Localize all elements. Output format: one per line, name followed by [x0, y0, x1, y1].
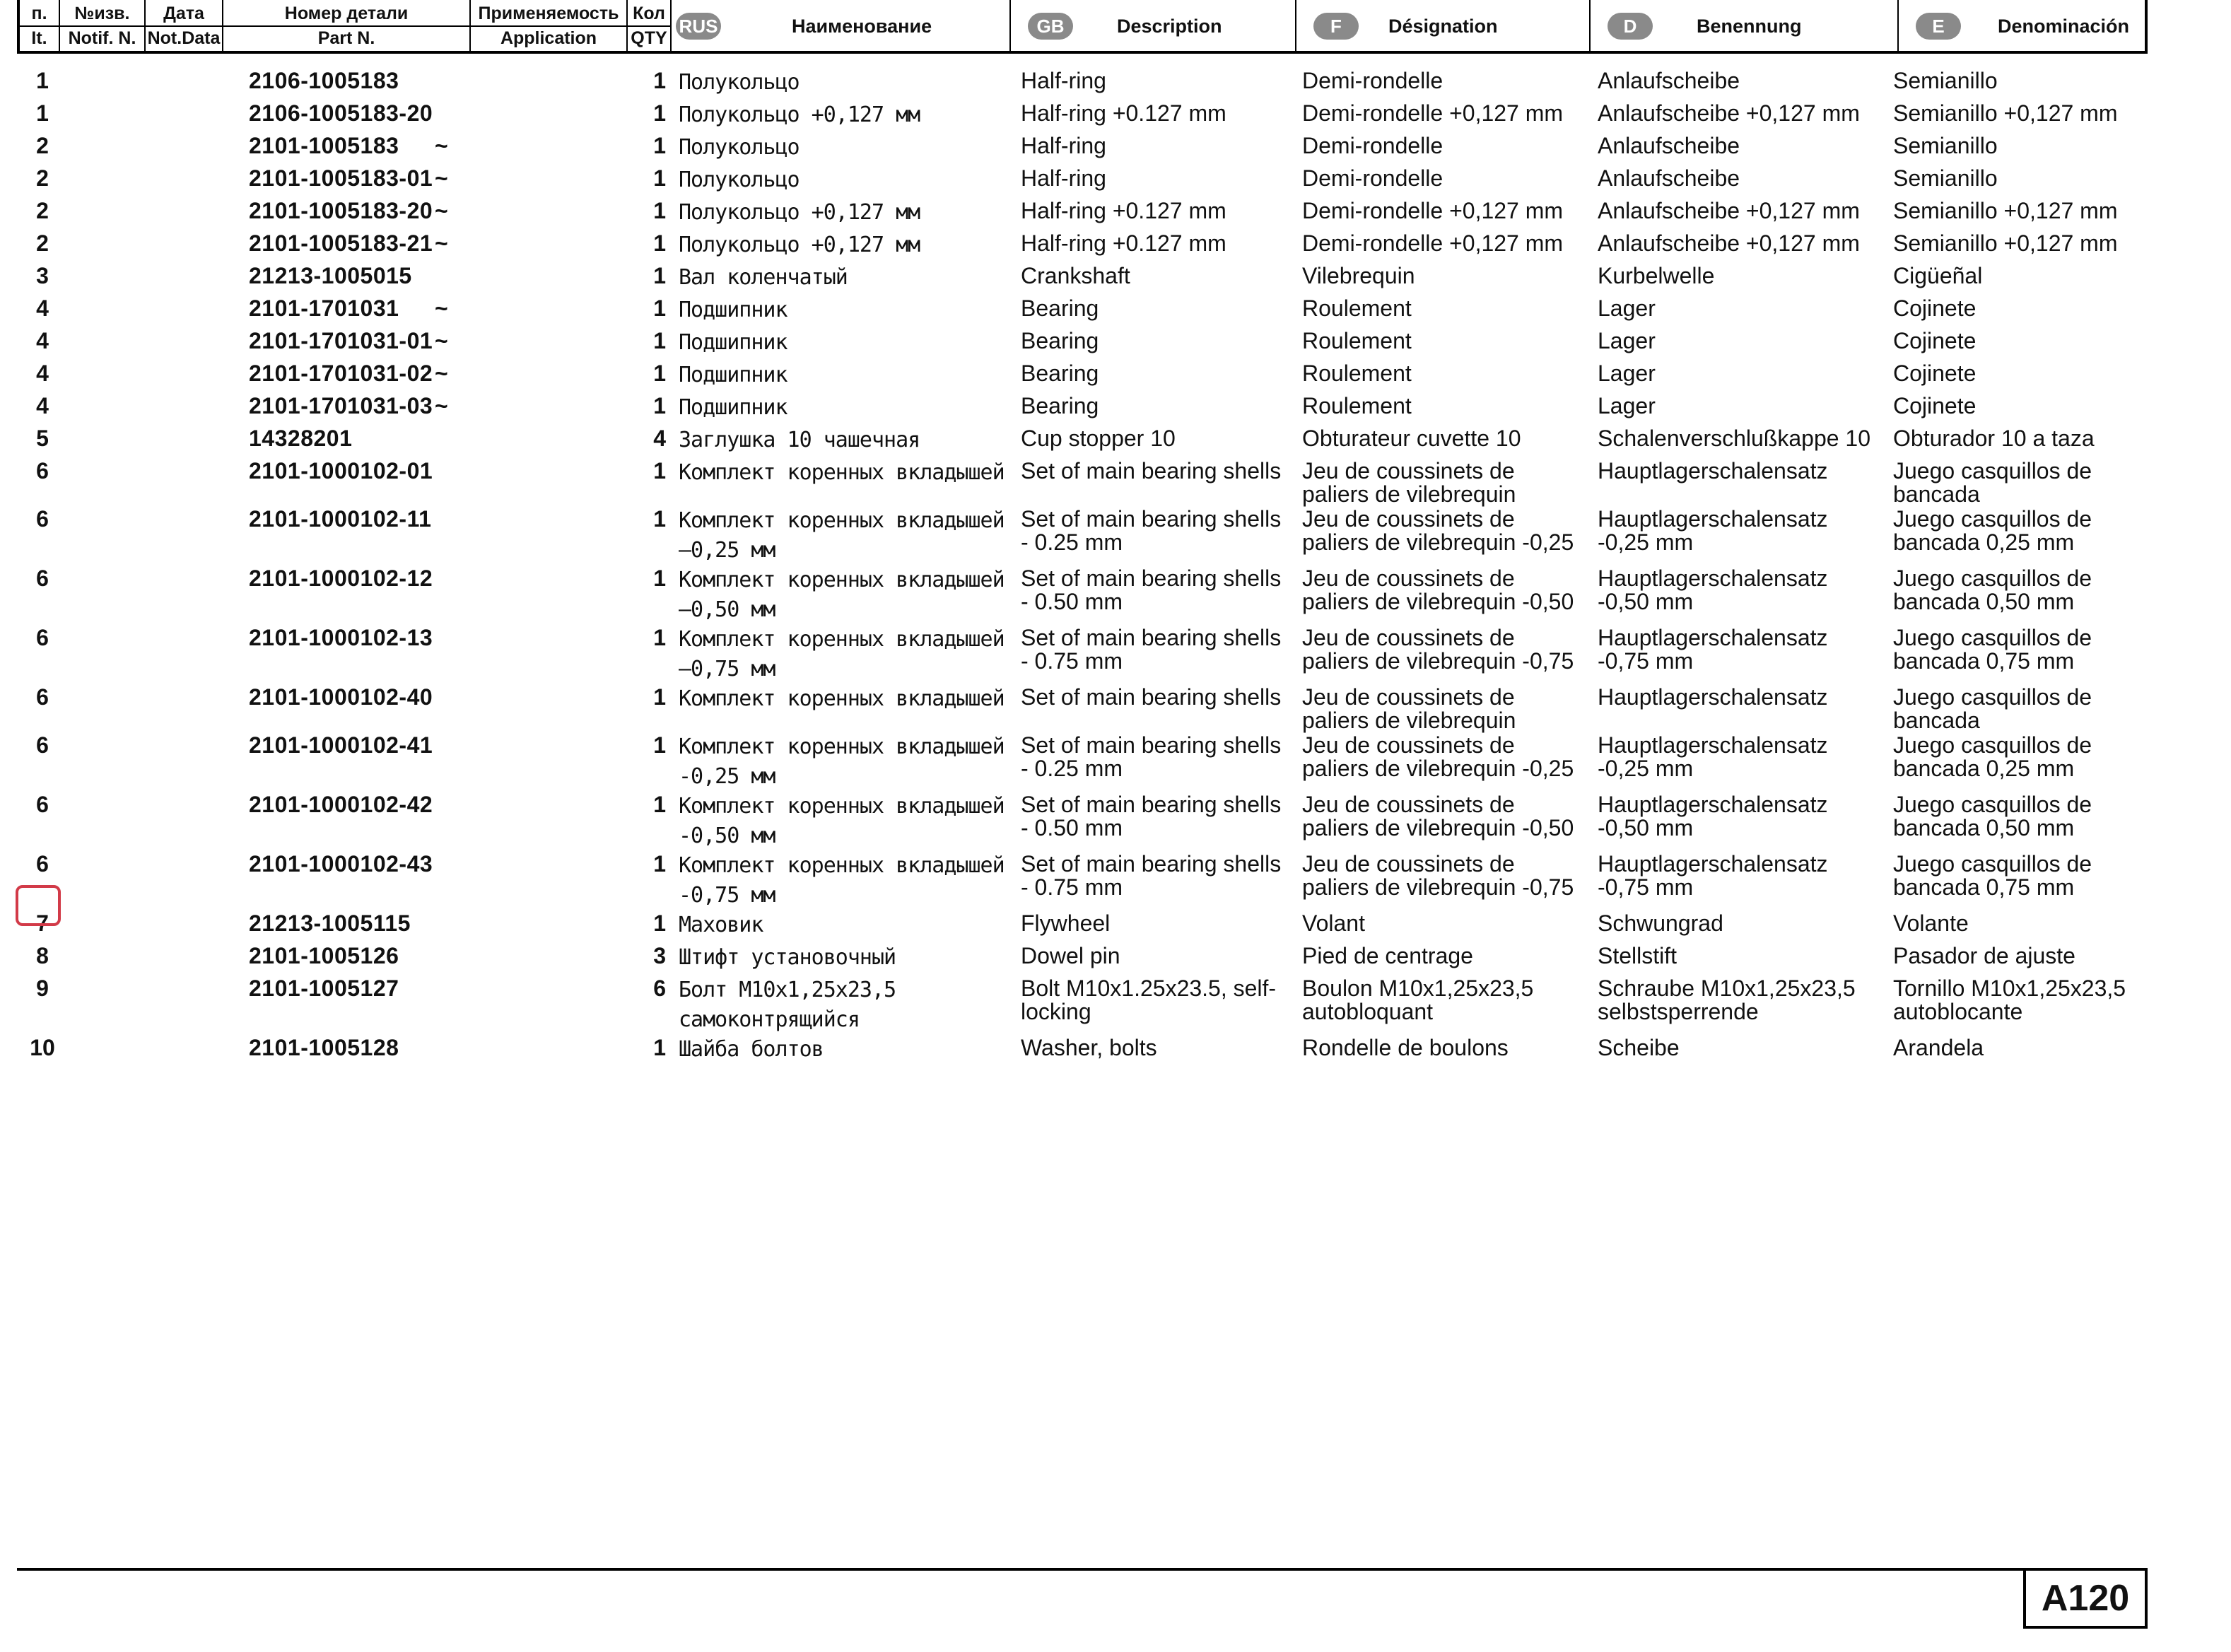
- cell-qty: 1: [653, 230, 666, 256]
- cell-ru: Полукольцо +0,127 мм: [679, 200, 920, 225]
- cell-part: 2101-1701031-03: [249, 393, 433, 418]
- header-part-ru: Номер детали: [284, 4, 409, 23]
- cell-ru: Комплект коренных вкладышей: [679, 460, 1005, 485]
- cell-de: Hauptlagerschalensatz: [1598, 684, 1828, 710]
- header-item-en: It.: [31, 28, 47, 48]
- cell-es: Obturador 10 a taza: [1893, 426, 2095, 451]
- lang-title-de: Benennung: [1697, 16, 1802, 37]
- cell-tilde: ~: [435, 295, 448, 321]
- cell-gb: Set of main bearing shells - 0.75 mm: [1021, 625, 1282, 674]
- cell-qty: 3: [653, 943, 666, 968]
- cell-es: Semianillo: [1893, 165, 1998, 191]
- cell-ru: Комплект коренных вкладышей -0,25 мм: [679, 734, 1005, 789]
- header-app-en: Application: [500, 28, 597, 48]
- cell-es: Cojinete: [1893, 393, 1977, 418]
- cell-ru: Полукольцо: [679, 168, 800, 192]
- cell-gb: Set of main bearing shells - 0.25 mm: [1021, 506, 1282, 555]
- cell-fr: Boulon M10x1,25x23,5 autobloquant: [1302, 976, 1534, 1024]
- cell-es: Juego casquillos de bancada 0,25 mm: [1893, 732, 2092, 781]
- cell-fr: Demi-rondelle +0,127 mm: [1302, 100, 1564, 126]
- cell-de: Anlaufscheibe: [1598, 133, 1740, 158]
- cell-part: 2101-1000102-40: [249, 684, 433, 710]
- header-lang-gb: [1011, 0, 1296, 51]
- cell-tilde: ~: [435, 198, 448, 223]
- cell-part: 2101-1005183-01: [249, 165, 433, 191]
- cell-es: Semianillo +0,127 mm: [1893, 230, 2118, 256]
- header-notif-ru: №изв.: [74, 4, 130, 23]
- cell-de: Anlaufscheibe: [1598, 68, 1740, 93]
- cell-fr: Obturateur cuvette 10: [1302, 426, 1521, 451]
- cell-part: 2101-1701031-01: [249, 328, 433, 353]
- cell-fr: Jeu de coussinets de paliers de vilebrequin: [1302, 458, 1516, 507]
- cell-fr: Jeu de coussinets de paliers de vilebrequin -0,50: [1302, 792, 1574, 840]
- cell-gb: Set of main bearing shells - 0.50 mm: [1021, 792, 1282, 840]
- cell-ru: Маховик: [679, 913, 763, 937]
- lang-badge-f: F: [1313, 13, 1359, 40]
- cell-it: 2: [36, 133, 49, 158]
- cell-fr: Jeu de coussinets de paliers de vilebrequin: [1302, 684, 1516, 733]
- cell-part: 2101-1005183-20: [249, 198, 433, 223]
- cell-es: Tornillo M10x1,25x23,5 autoblocante: [1893, 976, 2126, 1024]
- header-notif: [60, 0, 146, 51]
- cell-fr: Demi-rondelle: [1302, 133, 1444, 158]
- cell-es: Semianillo +0,127 mm: [1893, 100, 2118, 126]
- cell-gb: Set of main bearing shells: [1021, 458, 1282, 484]
- cell-part: 2101-1701031-02: [249, 361, 433, 386]
- cell-de: Lager: [1598, 328, 1656, 353]
- cell-qty: 4: [653, 426, 666, 451]
- cell-part: 2101-1000102-43: [249, 851, 433, 877]
- header-qty-en: QTY: [631, 28, 667, 48]
- cell-it: 6: [36, 625, 49, 650]
- cell-gb: Set of main bearing shells - 0.25 mm: [1021, 732, 1282, 781]
- cell-ru: Комплект коренных вкладышей -0,75 мм: [679, 853, 1005, 908]
- cell-fr: Jeu de coussinets de paliers de vilebrequin -0,75: [1302, 851, 1574, 900]
- cell-it: 4: [36, 361, 49, 386]
- cell-qty: 1: [653, 506, 666, 532]
- cell-qty: 1: [653, 295, 666, 321]
- cell-it: 7: [36, 910, 49, 936]
- lang-badge-gb: GB: [1028, 13, 1073, 40]
- header-date-ru: Дата: [163, 4, 204, 23]
- cell-es: Cojinete: [1893, 361, 1977, 386]
- cell-fr: Roulement: [1302, 295, 1412, 321]
- cell-it: 6: [36, 792, 49, 817]
- cell-de: Anlaufscheibe +0,127 mm: [1598, 100, 1860, 126]
- cell-it: 3: [36, 263, 49, 288]
- cell-it: 4: [36, 328, 49, 353]
- cell-de: Hauptlagerschalensatz -0,75 mm: [1598, 625, 1828, 674]
- cell-de: Hauptlagerschalensatz -0,25 mm: [1598, 506, 1828, 555]
- header-lang-ru: [672, 0, 1011, 51]
- header-date-en: Not.Data: [147, 28, 221, 48]
- cell-qty: 1: [653, 732, 666, 758]
- header-date: [146, 0, 223, 51]
- cell-gb: Half-ring +0.127 mm: [1021, 100, 1226, 126]
- cell-part: 2101-1000102-42: [249, 792, 433, 817]
- cell-part: 21213-1005115: [249, 910, 411, 936]
- cell-gb: Set of main bearing shells - 0.75 mm: [1021, 851, 1282, 900]
- cell-gb: Bearing: [1021, 361, 1099, 386]
- cell-part: 2101-1005126: [249, 943, 399, 968]
- cell-part: 2106-1005183: [249, 68, 399, 93]
- header-qty-ru: Кол: [633, 4, 665, 23]
- cell-it: 1: [36, 100, 49, 126]
- cell-gb: Bolt M10x1.25x23.5, self-locking: [1021, 976, 1277, 1024]
- cell-gb: Bearing: [1021, 393, 1099, 418]
- cell-fr: Jeu de coussinets de paliers de vilebrequin -0,50: [1302, 566, 1574, 614]
- header-lang-fr: [1296, 0, 1591, 51]
- cell-it: 10: [30, 1035, 55, 1060]
- cell-de: Stellstift: [1598, 943, 1677, 968]
- cell-de: Anlaufscheibe: [1598, 165, 1740, 191]
- cell-qty: 1: [653, 1035, 666, 1060]
- cell-gb: Half-ring: [1021, 165, 1106, 191]
- cell-ru: Вал коленчатый: [679, 265, 848, 290]
- cell-fr: Roulement: [1302, 361, 1412, 386]
- cell-de: Hauptlagerschalensatz -0,75 mm: [1598, 851, 1828, 900]
- cell-de: Hauptlagerschalensatz -0,50 mm: [1598, 792, 1828, 840]
- cell-qty: 1: [653, 133, 666, 158]
- highlight-box-item-7: [16, 885, 61, 926]
- cell-part: 2101-1005183: [249, 133, 399, 158]
- cell-part: 2101-1005128: [249, 1035, 399, 1060]
- cell-ru: Болт М10х1,25х23,5 самоконтрящийся: [679, 978, 896, 1032]
- cell-fr: Demi-rondelle +0,127 mm: [1302, 230, 1564, 256]
- cell-tilde: ~: [435, 133, 448, 158]
- header-application: [471, 0, 628, 51]
- cell-gb: Half-ring: [1021, 68, 1106, 93]
- cell-fr: Jeu de coussinets de paliers de vilebrequin -0,25: [1302, 506, 1574, 555]
- cell-de: Anlaufscheibe +0,127 mm: [1598, 230, 1860, 256]
- cell-ru: Комплект коренных вкладышей -0,50 мм: [679, 794, 1005, 848]
- cell-de: Hauptlagerschalensatz -0,50 mm: [1598, 566, 1828, 614]
- cell-it: 6: [36, 732, 49, 758]
- cell-es: Arandela: [1893, 1035, 1984, 1060]
- cell-gb: Bearing: [1021, 295, 1099, 321]
- header-app-ru: Применяемость: [478, 4, 619, 23]
- cell-de: Lager: [1598, 295, 1656, 321]
- cell-gb: Half-ring: [1021, 133, 1106, 158]
- cell-ru: Штифт установочный: [679, 945, 896, 970]
- cell-qty: 1: [653, 263, 666, 288]
- cell-qty: 1: [653, 393, 666, 418]
- cell-qty: 1: [653, 68, 666, 93]
- cell-it: 1: [36, 68, 49, 93]
- cell-fr: Vilebrequin: [1302, 263, 1415, 288]
- cell-gb: Crankshaft: [1021, 263, 1130, 288]
- cell-fr: Jeu de coussinets de paliers de vilebrequin -0,75: [1302, 625, 1574, 674]
- header-notif-en: Notif. N.: [68, 28, 136, 48]
- cell-es: Cojinete: [1893, 295, 1977, 321]
- cell-it: 6: [36, 851, 49, 877]
- cell-part: 2101-1000102-41: [249, 732, 433, 758]
- cell-ru: Подшипник: [679, 363, 787, 387]
- cell-tilde: ~: [435, 165, 448, 191]
- cell-fr: Volant: [1302, 910, 1365, 936]
- lang-badge-e: E: [1916, 13, 1961, 40]
- cell-gb: Set of main bearing shells: [1021, 684, 1282, 710]
- cell-it: 5: [36, 426, 49, 451]
- cell-de: Schraube M10x1,25x23,5 selbstsperrende: [1598, 976, 1856, 1024]
- page-number: A120: [2023, 1568, 2148, 1629]
- cell-ru: Подшипник: [679, 395, 787, 420]
- cell-fr: Rondelle de boulons: [1302, 1035, 1509, 1060]
- cell-de: Lager: [1598, 393, 1656, 418]
- cell-part: 2101-1000102-01: [249, 458, 433, 484]
- cell-it: 6: [36, 506, 49, 532]
- cell-ru: Подшипник: [679, 330, 787, 355]
- cell-qty: 1: [653, 792, 666, 817]
- cell-es: Juego casquillos de bancada 0,75 mm: [1893, 851, 2092, 900]
- cell-de: Hauptlagerschalensatz -0,25 mm: [1598, 732, 1828, 781]
- cell-tilde: ~: [435, 361, 448, 386]
- cell-it: 2: [36, 165, 49, 191]
- cell-part: 14328201: [249, 426, 353, 451]
- cell-qty: 1: [653, 328, 666, 353]
- cell-qty: 1: [653, 458, 666, 484]
- cell-de: Schalenverschlußkappe 10: [1598, 426, 1871, 451]
- cell-fr: Demi-rondelle: [1302, 68, 1444, 93]
- cell-qty: 1: [653, 100, 666, 126]
- cell-es: Cigüeñal: [1893, 263, 1983, 288]
- cell-es: Juego casquillos de bancada 0,75 mm: [1893, 625, 2092, 674]
- cell-it: 8: [36, 943, 49, 968]
- header-part-en: Part N.: [317, 28, 375, 48]
- cell-gb: Cup stopper 10: [1021, 426, 1176, 451]
- cell-es: Juego casquillos de bancada 0,50 mm: [1893, 566, 2092, 614]
- cell-it: 9: [36, 976, 49, 1001]
- lang-title-es: Denominación: [1998, 16, 2130, 37]
- cell-es: Cojinete: [1893, 328, 1977, 353]
- cell-qty: 1: [653, 684, 666, 710]
- cell-de: Kurbelwelle: [1598, 263, 1715, 288]
- cell-ru: Полукольцо +0,127 мм: [679, 102, 920, 127]
- cell-it: 6: [36, 684, 49, 710]
- cell-ru: Комплект коренных вкладышей: [679, 686, 1005, 711]
- lang-title-gb: Description: [1117, 16, 1222, 37]
- cell-part: 2106-1005183-20: [249, 100, 433, 126]
- cell-ru: Комплект коренных вкладышей –0,50 мм: [679, 568, 1005, 622]
- header-lang-de: [1591, 0, 1899, 51]
- header-qty: [628, 0, 672, 51]
- table-header: [17, 0, 2148, 54]
- header-lang-es: [1899, 0, 2148, 51]
- cell-part: 2101-1701031: [249, 295, 399, 321]
- cell-es: Juego casquillos de bancada: [1893, 458, 2092, 507]
- cell-gb: Washer, bolts: [1021, 1035, 1157, 1060]
- cell-tilde: ~: [435, 230, 448, 256]
- cell-es: Juego casquillos de bancada 0,25 mm: [1893, 506, 2092, 555]
- cell-gb: Set of main bearing shells - 0.50 mm: [1021, 566, 1282, 614]
- cell-part: 2101-1005183-21: [249, 230, 433, 256]
- header-item-number: [20, 0, 60, 51]
- cell-part: 21213-1005015: [249, 263, 412, 288]
- header-item-ru: п.: [31, 4, 47, 23]
- cell-es: Semianillo +0,127 mm: [1893, 198, 2118, 223]
- cell-it: 2: [36, 198, 49, 223]
- cell-gb: Dowel pin: [1021, 943, 1120, 968]
- cell-part: 2101-1000102-11: [249, 506, 432, 532]
- cell-ru: Комплект коренных вкладышей –0,75 мм: [679, 627, 1005, 681]
- lang-title-fr: Désignation: [1388, 16, 1498, 37]
- cell-de: Anlaufscheibe +0,127 mm: [1598, 198, 1860, 223]
- cell-fr: Jeu de coussinets de paliers de vilebrequin -0,25: [1302, 732, 1574, 781]
- cell-gb: Bearing: [1021, 328, 1099, 353]
- cell-it: 6: [36, 458, 49, 484]
- cell-de: Lager: [1598, 361, 1656, 386]
- cell-qty: 1: [653, 165, 666, 191]
- cell-qty: 6: [653, 976, 666, 1001]
- cell-fr: Roulement: [1302, 393, 1412, 418]
- cell-qty: 1: [653, 851, 666, 877]
- cell-fr: Pied de centrage: [1302, 943, 1473, 968]
- cell-qty: 1: [653, 198, 666, 223]
- cell-de: Scheibe: [1598, 1035, 1680, 1060]
- cell-ru: Подшипник: [679, 298, 787, 322]
- cell-ru: Полукольцо: [679, 70, 800, 95]
- cell-qty: 1: [653, 566, 666, 591]
- cell-gb: Half-ring +0.127 mm: [1021, 230, 1226, 256]
- lang-badge-d: D: [1608, 13, 1653, 40]
- cell-ru: Полукольцо +0,127 мм: [679, 233, 920, 257]
- cell-qty: 1: [653, 910, 666, 936]
- cell-es: Juego casquillos de bancada: [1893, 684, 2092, 733]
- cell-it: 6: [36, 566, 49, 591]
- cell-fr: Roulement: [1302, 328, 1412, 353]
- cell-qty: 1: [653, 625, 666, 650]
- cell-tilde: ~: [435, 393, 448, 418]
- lang-badge-rus: RUS: [676, 13, 721, 40]
- cell-ru: Полукольцо: [679, 135, 800, 160]
- cell-de: Schwungrad: [1598, 910, 1723, 936]
- cell-gb: Flywheel: [1021, 910, 1111, 936]
- cell-tilde: ~: [435, 328, 448, 353]
- cell-fr: Demi-rondelle: [1302, 165, 1444, 191]
- cell-fr: Demi-rondelle +0,127 mm: [1302, 198, 1564, 223]
- cell-es: Juego casquillos de bancada 0,50 mm: [1893, 792, 2092, 840]
- cell-es: Semianillo: [1893, 68, 1998, 93]
- cell-ru: Шайба болтов: [679, 1037, 824, 1062]
- cell-es: Semianillo: [1893, 133, 1998, 158]
- cell-de: Hauptlagerschalensatz: [1598, 458, 1828, 484]
- cell-es: Volante: [1893, 910, 1969, 936]
- cell-qty: 1: [653, 361, 666, 386]
- cell-ru: Заглушка 10 чашечная: [679, 428, 920, 452]
- cell-es: Pasador de ajuste: [1893, 943, 2075, 968]
- cell-ru: Комплект коренных вкладышей –0,25 мм: [679, 508, 1005, 563]
- footer-rule: [17, 1568, 2148, 1571]
- cell-it: 4: [36, 393, 49, 418]
- cell-gb: Half-ring +0.127 mm: [1021, 198, 1226, 223]
- cell-it: 2: [36, 230, 49, 256]
- cell-part: 2101-1000102-13: [249, 625, 433, 650]
- cell-part: 2101-1000102-12: [249, 566, 433, 591]
- lang-title-ru: Наименование: [792, 16, 932, 37]
- cell-it: 4: [36, 295, 49, 321]
- cell-part: 2101-1005127: [249, 976, 399, 1001]
- header-part-number: [223, 0, 471, 51]
